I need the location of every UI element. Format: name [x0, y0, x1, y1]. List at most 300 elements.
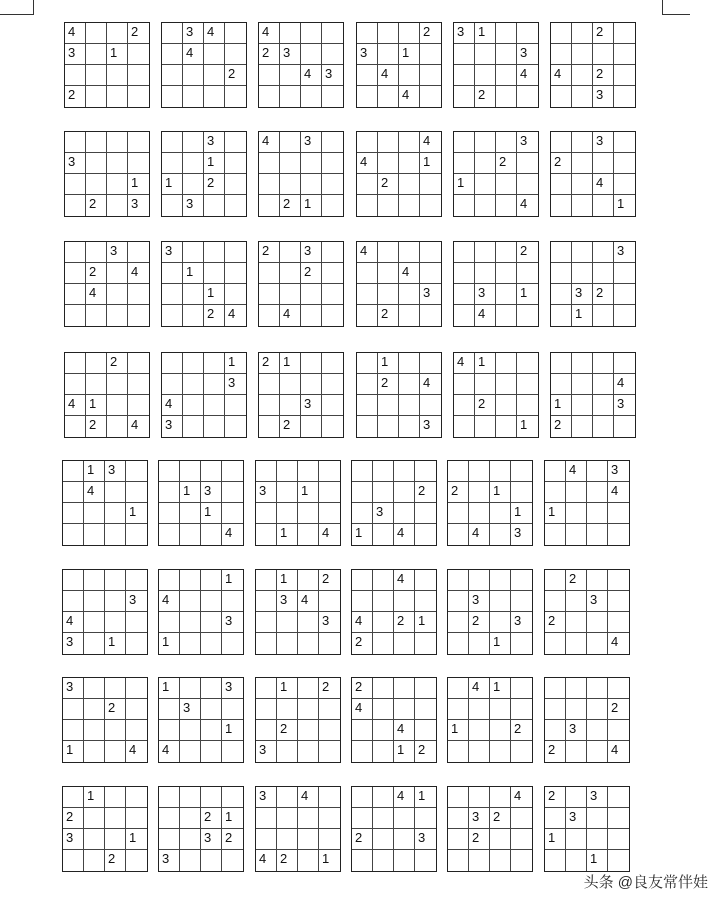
puzzle-cell: [420, 305, 441, 326]
puzzle-cell: [448, 524, 469, 545]
puzzle-cell: 4: [322, 525, 330, 540]
puzzle-cell: 2: [394, 612, 415, 633]
puzzle-cell: [277, 482, 298, 503]
puzzle-cell: 2: [204, 305, 225, 326]
puzzle-cell: [517, 263, 538, 284]
puzzle-cell: [566, 591, 587, 612]
puzzle-cell: 1: [222, 570, 243, 591]
puzzle-cell: [517, 374, 538, 395]
puzzle-cell: 3: [420, 284, 441, 305]
puzzle-cell: [204, 242, 225, 263]
puzzle-cell: [277, 808, 298, 829]
puzzle-cell: [490, 591, 511, 612]
puzzle-cell: [587, 612, 608, 633]
puzzle-cell: [517, 86, 538, 107]
puzzle-cell: 4: [611, 634, 619, 649]
puzzle-cell: [256, 461, 277, 482]
puzzle-cell: 1: [84, 787, 105, 808]
puzzle-cell: 1: [63, 741, 84, 762]
puzzle-cell: [352, 591, 373, 612]
puzzle-cell: 2: [86, 195, 107, 216]
puzzle-cell: 1: [378, 353, 399, 374]
puzzle-cell: 3: [517, 44, 538, 65]
puzzle-cell: [225, 263, 246, 284]
puzzle-cell: [490, 699, 511, 720]
puzzle-cell: [475, 263, 496, 284]
puzzle-cell: 4: [608, 482, 629, 503]
puzzle-cell: [277, 829, 298, 850]
puzzle-cell: [399, 174, 420, 195]
puzzle-cell: [84, 570, 105, 591]
puzzle-cell: [475, 174, 496, 195]
puzzle-cell: 3: [517, 132, 538, 153]
puzzle-cell: [259, 305, 280, 326]
puzzle-cell: [378, 195, 399, 216]
puzzle-cell: [201, 612, 222, 633]
puzzle-cell: [222, 591, 243, 612]
puzzle-cell: [280, 132, 301, 153]
puzzle-cell: [204, 374, 225, 395]
puzzle-cell: [608, 787, 629, 808]
puzzle-cell: [551, 23, 572, 44]
puzzle-cell: 2: [608, 699, 629, 720]
puzzle-cell: [496, 132, 517, 153]
puzzle-cell: [352, 720, 373, 741]
puzzle-cell: [378, 44, 399, 65]
puzzle-cell: 3: [593, 86, 614, 107]
puzzle-cell: [126, 850, 147, 871]
puzzle-cell: [373, 482, 394, 503]
puzzle-cell: 3: [183, 195, 204, 216]
puzzle-cell: [608, 808, 629, 829]
puzzle-cell: [65, 416, 86, 437]
puzzle-cell: [496, 23, 517, 44]
puzzle-cell: [280, 374, 301, 395]
sudoku-puzzle: [351, 569, 437, 655]
puzzle-cell: [496, 263, 517, 284]
puzzle-cell: [159, 720, 180, 741]
puzzle-cell: [475, 242, 496, 263]
puzzle-cell: [256, 612, 277, 633]
puzzle-cell: [545, 570, 566, 591]
puzzle-cell: [225, 153, 246, 174]
puzzle-cell: 3: [301, 242, 322, 263]
puzzle-cell: [107, 305, 128, 326]
puzzle-cell: [86, 305, 107, 326]
puzzle-cell: [469, 570, 490, 591]
puzzle-cell: [301, 174, 322, 195]
puzzle-cell: [469, 850, 490, 871]
puzzle-cell: [298, 699, 319, 720]
puzzle-cell: 2: [65, 86, 86, 107]
sudoku-puzzle: [453, 131, 539, 217]
sudoku-puzzle: [158, 677, 244, 763]
puzzle-cell: 4: [65, 23, 86, 44]
puzzle-cell: [511, 482, 532, 503]
puzzle-cell: 1: [301, 195, 322, 216]
puzzle-cell: [298, 524, 319, 545]
puzzle-cell: [378, 263, 399, 284]
puzzle-cell: [322, 44, 343, 65]
sudoku-puzzle: [351, 786, 437, 872]
puzzle-cell: [373, 633, 394, 654]
puzzle-cell: [511, 699, 532, 720]
puzzle-cell: 3: [415, 829, 436, 850]
puzzle-cell: 2: [566, 570, 587, 591]
puzzle-cell: [65, 65, 86, 86]
puzzle-cell: [496, 86, 517, 107]
puzzle-cell: [496, 416, 517, 437]
puzzle-cell: 4: [517, 65, 538, 86]
puzzle-cell: [322, 86, 343, 107]
puzzle-cell: [572, 374, 593, 395]
puzzle-cell: 2: [259, 353, 280, 374]
puzzle-cell: [469, 633, 490, 654]
puzzle-cell: [469, 699, 490, 720]
puzzle-cell: [277, 633, 298, 654]
puzzle-cell: [454, 132, 475, 153]
puzzle-cell: 1: [277, 678, 298, 699]
puzzle-cell: [84, 720, 105, 741]
puzzle-cell: [420, 174, 441, 195]
puzzle-cell: [159, 699, 180, 720]
puzzle-cell: [454, 263, 475, 284]
puzzle-cell: [357, 132, 378, 153]
puzzle-cell: 4: [259, 23, 280, 44]
puzzle-cell: [128, 305, 149, 326]
puzzle-cell: [448, 612, 469, 633]
puzzle-cell: [551, 132, 572, 153]
puzzle-cell: [496, 174, 517, 195]
puzzle-cell: [545, 633, 566, 654]
puzzle-cell: 3: [162, 416, 183, 437]
puzzle-cell: 1: [415, 787, 436, 808]
puzzle-cell: 2: [225, 65, 246, 86]
sudoku-puzzle: [64, 241, 150, 327]
puzzle-cell: 3: [65, 153, 86, 174]
puzzle-cell: [572, 44, 593, 65]
puzzle-cell: [201, 633, 222, 654]
puzzle-cell: [373, 720, 394, 741]
puzzle-cell: [448, 503, 469, 524]
crop-mark-top-right-horizontal: [662, 14, 690, 15]
sudoku-puzzle: [62, 786, 148, 872]
puzzle-cell: [204, 195, 225, 216]
puzzle-cell: [587, 482, 608, 503]
puzzle-cell: 2: [204, 174, 225, 195]
puzzle-cell: [399, 242, 420, 263]
puzzle-cell: [587, 829, 608, 850]
puzzle-cell: [63, 699, 84, 720]
puzzle-cell: 3: [319, 612, 340, 633]
puzzle-cell: [301, 284, 322, 305]
puzzle-cell: 4: [298, 591, 319, 612]
sudoku-puzzle: [161, 131, 247, 217]
puzzle-cell: 3: [201, 829, 222, 850]
puzzle-cell: 3: [105, 461, 126, 482]
puzzle-cell: 2: [280, 416, 301, 437]
puzzle-cell: [475, 374, 496, 395]
puzzle-cell: [469, 461, 490, 482]
puzzle-cell: [105, 570, 126, 591]
puzzle-cell: 1: [490, 678, 511, 699]
puzzle-cell: [280, 23, 301, 44]
puzzle-cell: [319, 741, 340, 762]
puzzle-cell: [65, 174, 86, 195]
puzzle-cell: [415, 720, 436, 741]
sudoku-puzzle: [356, 241, 442, 327]
puzzle-cell: [277, 787, 298, 808]
puzzle-cell: [105, 524, 126, 545]
puzzle-cell: 1: [280, 353, 301, 374]
puzzle-cell: [566, 829, 587, 850]
puzzle-cell: 4: [394, 524, 415, 545]
puzzle-cell: 2: [593, 284, 614, 305]
puzzle-cell: [105, 808, 126, 829]
sudoku-puzzle: [64, 131, 150, 217]
puzzle-cell: 2: [301, 263, 322, 284]
puzzle-cell: [420, 263, 441, 284]
puzzle-cell: [511, 678, 532, 699]
puzzle-cell: [63, 482, 84, 503]
puzzle-cell: [301, 305, 322, 326]
puzzle-cell: [475, 65, 496, 86]
puzzle-cell: [614, 132, 635, 153]
puzzle-cell: [608, 591, 629, 612]
puzzle-cell: [572, 86, 593, 107]
puzzle-cell: 4: [566, 461, 587, 482]
puzzle-cell: [448, 461, 469, 482]
puzzle-cell: [84, 591, 105, 612]
crop-mark-top-left-horizontal: [0, 14, 34, 15]
puzzle-cell: 4: [394, 787, 415, 808]
puzzle-cell: [420, 65, 441, 86]
puzzle-cell: 3: [204, 132, 225, 153]
puzzle-cell: [280, 242, 301, 263]
puzzle-cell: [608, 829, 629, 850]
puzzle-cell: 4: [399, 263, 420, 284]
puzzle-cell: 3: [301, 132, 322, 153]
puzzle-cell: [126, 678, 147, 699]
puzzle-cell: 2: [378, 174, 399, 195]
puzzle-cell: [259, 374, 280, 395]
puzzle-cell: 1: [322, 851, 330, 866]
puzzle-cell: [259, 416, 280, 437]
puzzle-cell: [587, 503, 608, 524]
puzzle-cell: [180, 808, 201, 829]
puzzle-cell: [352, 850, 373, 871]
puzzle-cell: [490, 570, 511, 591]
puzzle-cell: [420, 44, 441, 65]
puzzle-cell: 2: [496, 153, 517, 174]
puzzle-cell: [128, 65, 149, 86]
puzzle-cell: 1: [475, 23, 496, 44]
puzzle-cell: [204, 263, 225, 284]
puzzle-cell: 4: [399, 86, 420, 107]
puzzle-cell: [448, 591, 469, 612]
puzzle-cell: 4: [520, 196, 528, 211]
puzzle-cell: [566, 678, 587, 699]
puzzle-cell: [128, 374, 149, 395]
puzzle-cell: 3: [454, 23, 475, 44]
puzzle-cell: [415, 633, 436, 654]
sudoku-puzzle: [351, 677, 437, 763]
sudoku-puzzle: [255, 786, 341, 872]
puzzle-cell: [126, 808, 147, 829]
puzzle-cell: [469, 720, 490, 741]
puzzle-cell: [159, 482, 180, 503]
sudoku-puzzle: [550, 131, 636, 217]
puzzle-cell: 1: [86, 395, 107, 416]
puzzle-cell: [469, 482, 490, 503]
puzzle-cell: [225, 23, 246, 44]
puzzle-cell: 1: [511, 503, 532, 524]
puzzle-cell: [614, 416, 635, 437]
puzzle-cell: [256, 699, 277, 720]
puzzle-cell: [107, 374, 128, 395]
sudoku-puzzle: [453, 352, 539, 438]
puzzle-cell: [587, 720, 608, 741]
puzzle-cell: 2: [418, 742, 426, 757]
puzzle-cell: [454, 86, 475, 107]
puzzle-cell: [593, 395, 614, 416]
puzzle-cell: [517, 395, 538, 416]
puzzle-cell: 2: [105, 699, 126, 720]
puzzle-cell: [204, 395, 225, 416]
puzzle-cell: [357, 195, 378, 216]
puzzle-cell: [319, 591, 340, 612]
puzzle-cell: 1: [162, 174, 183, 195]
puzzle-cell: 2: [545, 787, 566, 808]
puzzle-cell: 3: [180, 699, 201, 720]
puzzle-cell: 2: [593, 65, 614, 86]
puzzle-cell: [420, 353, 441, 374]
puzzle-cell: 4: [614, 374, 635, 395]
puzzle-cell: [454, 395, 475, 416]
sudoku-puzzle: [161, 22, 247, 108]
puzzle-cell: 1: [545, 503, 566, 524]
puzzle-cell: 1: [277, 570, 298, 591]
puzzle-cell: [225, 195, 246, 216]
puzzle-cell: [551, 263, 572, 284]
sudoku-puzzle: [351, 460, 437, 546]
puzzle-cell: [517, 305, 538, 326]
puzzle-cell: [551, 174, 572, 195]
puzzle-cell: [162, 86, 183, 107]
puzzle-cell: 2: [86, 416, 107, 437]
puzzle-cell: 2: [378, 374, 399, 395]
puzzle-cell: [298, 829, 319, 850]
puzzle-cell: [511, 829, 532, 850]
crop-mark-top-right-vertical: [662, 0, 663, 14]
puzzle-cell: [225, 132, 246, 153]
puzzle-cell: 3: [225, 374, 246, 395]
puzzle-cell: 3: [614, 242, 635, 263]
puzzle-cell: [475, 195, 496, 216]
puzzle-cell: 1: [454, 174, 475, 195]
puzzle-cell: [551, 305, 572, 326]
puzzle-cell: 1: [394, 741, 415, 762]
puzzle-cell: [608, 720, 629, 741]
puzzle-cell: 3: [256, 787, 277, 808]
puzzle-cell: [319, 461, 340, 482]
puzzle-cell: [180, 741, 201, 762]
puzzle-cell: [378, 242, 399, 263]
puzzle-cell: [301, 374, 322, 395]
puzzle-cell: [298, 720, 319, 741]
puzzle-cell: [126, 612, 147, 633]
puzzle-cell: 3: [222, 678, 243, 699]
puzzle-cell: [180, 461, 201, 482]
puzzle-cell: [593, 44, 614, 65]
puzzle-cell: [614, 284, 635, 305]
puzzle-cell: 1: [180, 482, 201, 503]
puzzle-cell: [587, 741, 608, 762]
puzzle-cell: [399, 153, 420, 174]
puzzle-cell: [259, 153, 280, 174]
puzzle-cell: [496, 395, 517, 416]
puzzle-cell: [593, 153, 614, 174]
puzzle-cell: 2: [105, 850, 126, 871]
puzzle-cell: 1: [126, 503, 147, 524]
puzzle-cell: 4: [611, 742, 619, 757]
puzzle-cell: 1: [420, 153, 441, 174]
puzzle-cell: 4: [162, 395, 183, 416]
puzzle-cell: [183, 86, 204, 107]
puzzle-cell: [159, 524, 180, 545]
puzzle-cell: [183, 395, 204, 416]
sudoku-puzzle: [158, 786, 244, 872]
puzzle-cell: [225, 44, 246, 65]
puzzle-cell: 1: [204, 153, 225, 174]
puzzle-cell: [322, 284, 343, 305]
puzzle-cell: [201, 850, 222, 871]
puzzle-cell: [183, 65, 204, 86]
puzzle-cell: [373, 787, 394, 808]
puzzle-cell: [319, 699, 340, 720]
puzzle-cell: [322, 353, 343, 374]
puzzle-cell: [128, 242, 149, 263]
puzzle-cell: 2: [378, 305, 399, 326]
puzzle-cell: [399, 23, 420, 44]
puzzle-cell: [517, 153, 538, 174]
puzzle-cell: [572, 153, 593, 174]
puzzle-cell: [373, 461, 394, 482]
sudoku-puzzle: [255, 677, 341, 763]
puzzle-cell: [126, 787, 147, 808]
puzzle-cell: [126, 720, 147, 741]
puzzle-cell: [277, 461, 298, 482]
puzzle-cell: [180, 633, 201, 654]
puzzle-cell: [222, 482, 243, 503]
puzzle-cell: [301, 353, 322, 374]
puzzle-cell: [448, 699, 469, 720]
puzzle-cell: [322, 242, 343, 263]
puzzle-cell: [378, 153, 399, 174]
puzzle-cell: [454, 305, 475, 326]
puzzle-cell: [107, 284, 128, 305]
puzzle-cell: 1: [352, 524, 373, 545]
puzzle-cell: [180, 829, 201, 850]
puzzle-cell: 4: [228, 306, 236, 321]
puzzle-cell: 2: [490, 808, 511, 829]
puzzle-cell: 4: [420, 374, 441, 395]
puzzle-cell: [280, 263, 301, 284]
puzzle-cell: [201, 720, 222, 741]
puzzle-cell: [357, 65, 378, 86]
puzzle-cell: [511, 850, 532, 871]
puzzle-cell: [107, 23, 128, 44]
